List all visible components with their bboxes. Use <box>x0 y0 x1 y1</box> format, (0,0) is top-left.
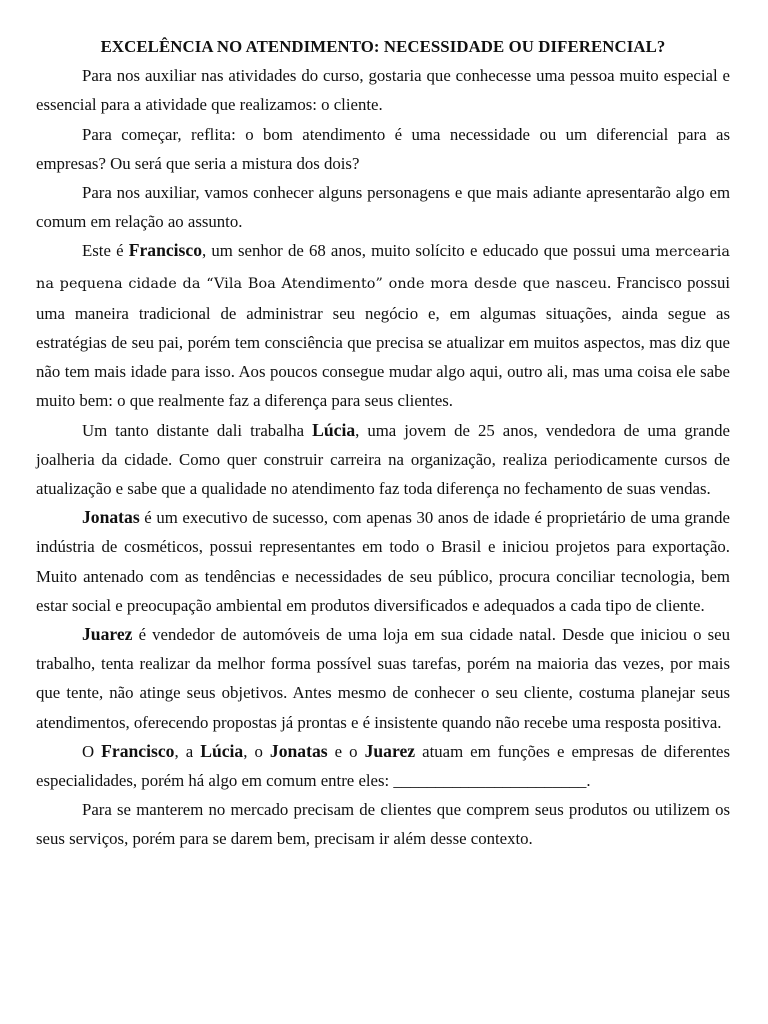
paragraph-jonatas <box>36 503 730 620</box>
character-name-jonatas: Jonatas <box>269 740 328 761</box>
paragraph-francisco <box>36 236 730 415</box>
text-segment-alt-font: mercearia na pequena cidade da “Vila Boa Atendimento” onde mora desde que nasceu <box>36 244 731 292</box>
character-name-francisco: Francisco <box>101 740 175 761</box>
text-segment: Este é <box>82 241 129 261</box>
character-name-juarez: Juarez <box>364 740 416 761</box>
paragraph-common <box>36 737 730 795</box>
text-segment: , a <box>174 741 201 761</box>
text-segment: é vendedor de automóveis de uma loja em sua cidade natal. Desde que iniciou o seu trabalho, tenta realizar da melhor forma possível suas tarefas, porém na maioria das vezes, por mais que tente, não atinge seus objetivos. Antes mesmo de conhecer o seu cliente, costuma planejar seus atendimentos, oferecendo propostas já prontas e é insistente quando não recebe uma resposta positiva. <box>36 625 730 732</box>
text-segment: é um executivo de sucesso, com apenas 30 anos de idade é proprietário de uma grande indústria de cosméticos, possui representantes em todo o Brasil e iniciou projetos para exportação. Muito antenado com as tendências e necessidades de seu público, procura conciliar tecnologia, bem estar social e preocupação ambiental em produtos diversificados e adequados a cada tipo de cliente. <box>36 508 730 615</box>
character-name-jonatas: Jonatas <box>82 507 140 528</box>
text-segment: , um senhor de 68 anos, muito solícito e educado que possui uma <box>202 241 656 261</box>
character-name-francisco: Francisco <box>128 240 203 261</box>
text-segment: e o <box>327 741 365 761</box>
character-name-juarez: Juarez <box>82 624 133 645</box>
paragraph-reflect: Para começar, reflita: o bom atendimento é uma necessidade ou um diferencial para as empresas? Ou será que seria a mistura dos dois? <box>36 124 730 173</box>
paragraph-intro: Para nos auxiliar nas atividades do curso, gostaria que conhecesse uma pessoa muito especial e essencial para a atividade que realizamos: o cliente. <box>36 66 730 115</box>
paragraph-lucia <box>36 416 730 504</box>
paragraph-characters-intro: Para nos auxiliar, vamos conhecer alguns personagens e que mais adiante apresentarão algo em comum em relação ao assunto. <box>36 183 730 232</box>
character-name-lucia: Lúcia <box>200 740 244 761</box>
text-segment: . Francisco possui uma maneira tradicional de administrar seu negócio e, em algumas situações, ainda segue as estratégias de seu pai, porém tem consciência que precisa se atualizar em muitos aspectos, mas diz que não tem mais idade para isso. Aos poucos consegue mudar algo aqui, outro ali, mas uma coisa ele sabe muito bem: o que realmente faz a diferença para seus clientes. <box>36 272 730 411</box>
document-title: EXCELÊNCIA NO ATENDIMENTO: NECESSIDADE OU DIFERENCIAL? <box>100 37 666 56</box>
character-name-lucia: Lúcia <box>312 419 356 440</box>
text-segment: O <box>82 741 102 761</box>
text-segment: , uma jovem de 25 anos, vendedora de uma grande joalheria da cidade. Como quer construir carreira na organização, realiza periodicamente cursos de atualização e sabe que a qualidade no atendimento faz toda diferença no fechamento de suas vendas. <box>36 420 731 499</box>
text-segment: , o <box>243 741 270 761</box>
text-segment: atuam em funções e empresas de diferentes especialidades, porém há algo em comum entre eles: _______________________. <box>36 741 730 791</box>
paragraph-juarez <box>36 620 730 737</box>
text-segment: Um tanto distante dali trabalha <box>82 420 313 440</box>
paragraph-conclusion: Para se manterem no mercado precisam de clientes que comprem seus produtos ou utilizem os seus serviços, porém para se darem bem, precisam ir além desse contexto. <box>36 800 730 849</box>
